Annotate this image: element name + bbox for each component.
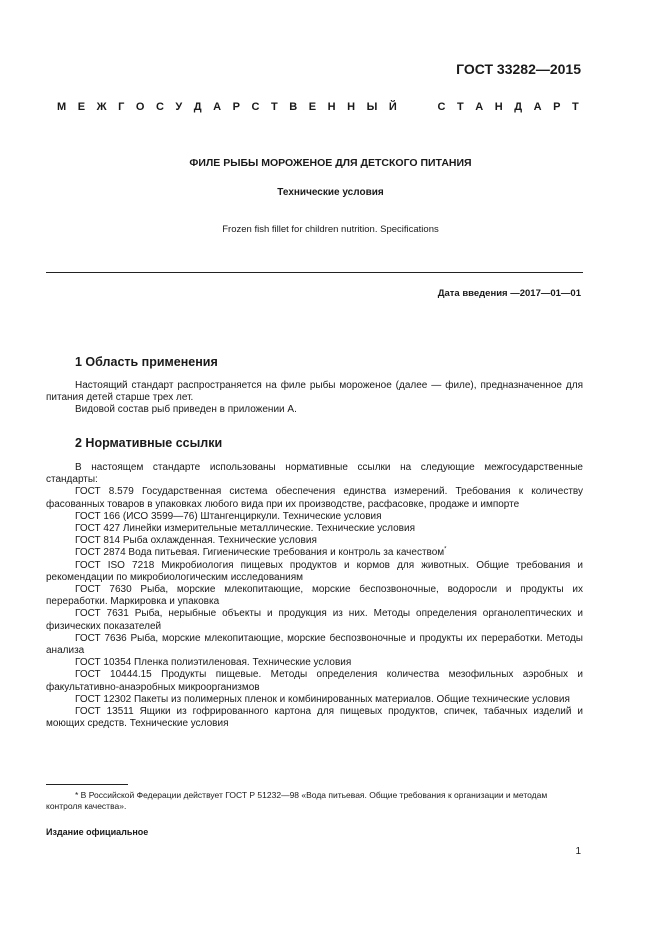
reference-item: ГОСТ 7631 Рыба, нерыбные объекты и продукция из них. Методы определения органолептических и физических показателей (46, 608, 583, 632)
reference-item: ГОСТ 8.579 Государственная система обеспечения единства измерений. Требования к количеству фасованных товаров в упаковках любого вида при их производстве, расфасовке, продаже и импорте (46, 486, 583, 510)
banner-letter: Г (118, 101, 125, 113)
banner-letter: Н (327, 101, 336, 113)
english-title: Frozen fish fillet for children nutrition. Specifications (222, 224, 439, 235)
banner-letter: М (57, 101, 67, 113)
introduction-date: Дата введения —2017—01—01 (437, 288, 581, 299)
banner-letter (423, 101, 426, 113)
banner-letter: Н (347, 101, 356, 113)
banner-letter: В (289, 101, 298, 113)
banner-letter: Н (494, 101, 503, 113)
reference-item: ГОСТ 10444.15 Продукты пищевые. Методы определения количества мезофильных аэробных и факультативно-анаэробных микроорганизмов (46, 669, 583, 693)
banner-letter: Й (388, 101, 397, 113)
section-1-paragraph: Видовой состав рыб приведен в приложении А. (75, 404, 297, 416)
banner-letter: А (533, 101, 542, 113)
banner-letter: Д (193, 101, 202, 113)
banner-letter: Т (572, 101, 579, 113)
banner-letter (408, 101, 411, 113)
banner-letter: А (213, 101, 222, 113)
banner-letter: А (475, 101, 484, 113)
reference-item: ГОСТ 7630 Рыба, морские млекопитающие, морские беспозвоночные, водоросли и продукты их переработки. Маркировка и упаковка (46, 584, 583, 608)
section-2-intro: В настоящем стандарте использованы нормативные ссылки на следующие межгосударственные стандарты: (46, 462, 583, 486)
banner-letter: Д (514, 101, 523, 113)
document-title: ФИЛЕ РЫБЫ МОРОЖЕНОЕ ДЛЯ ДЕТСКОГО ПИТАНИЯ (189, 157, 472, 169)
footnote-text: * В Российской Федерации действует ГОСТ Р 51232—98 «Вода питьевая. Общие требования к организации и методам контроля качества». (46, 790, 548, 811)
section-2-body (46, 462, 583, 730)
footnote-mark: * (444, 547, 447, 554)
section-1-heading: 1 Область применения (75, 355, 218, 369)
reference-item: ГОСТ 10354 Пленка полиэтиленовая. Технические условия (75, 657, 352, 669)
reference-item: ГОСТ 13511 Ящики из гофрированного картона для пищевых продуктов, спичек, табачных изделий и моющих средств. Технические условия (46, 706, 583, 730)
title-divider (46, 272, 583, 273)
reference-item: ГОСТ 814 Рыба охлажденная. Технические условия (75, 535, 317, 547)
page-number: 1 (575, 846, 581, 857)
banner-letter: Р (232, 101, 240, 113)
banner-letter: Е (77, 101, 86, 113)
banner-letter: Е (308, 101, 317, 113)
banner-letter: Т (271, 101, 278, 113)
footnote-divider (46, 784, 128, 785)
banner-letter: С (251, 101, 260, 113)
interstate-standard-banner (57, 101, 579, 113)
banner-letter: Т (457, 101, 464, 113)
reference-item: ГОСТ 166 (ИСО 3599—76) Штангенциркули. Технические условия (75, 510, 382, 522)
banner-letter: С (437, 101, 446, 113)
reference-text: ГОСТ 2874 Вода питьевая. Гигиенические требования и контроль за качеством (75, 547, 445, 559)
reference-item: ГОСТ ISO 7218 Микробиология пищевых продуктов и кормов для животных. Общие требования и рекомендации по микробиологическим исследованиям (46, 559, 583, 583)
footnote (46, 790, 583, 812)
edition-label: Издание официальное (46, 827, 149, 837)
banner-letter: Ы (366, 101, 378, 113)
reference-item: ГОСТ 7636 Рыба, морские млекопитающие, морские беспозвоночные и продукты их переработки. Методы анализа (46, 632, 583, 657)
banner-letter: У (175, 101, 183, 113)
banner-letter: Р (553, 101, 561, 113)
document-code: ГОСТ 33282—2015 (456, 61, 581, 77)
section-1-paragraph: Настоящий стандарт распространяется на филе рыбы мороженое (далее — филе), предназначенное для питания детей старше трех лет. (46, 380, 583, 404)
section-2-heading: 2 Нормативные ссылки (75, 436, 223, 450)
reference-item: ГОСТ 12302 Пакеты из полимерных пленок и комбинированных материалов. Общие технические условия (75, 693, 570, 705)
banner-letter: С (155, 101, 164, 113)
banner-letter: Ж (96, 101, 107, 113)
reference-item-with-footnote (46, 547, 583, 559)
section-1-body (46, 380, 583, 417)
banner-letter: О (135, 101, 145, 113)
reference-item: ГОСТ 427 Линейки измерительные металлические. Технические условия (75, 523, 415, 535)
document-subtitle: Технические условия (277, 187, 384, 198)
